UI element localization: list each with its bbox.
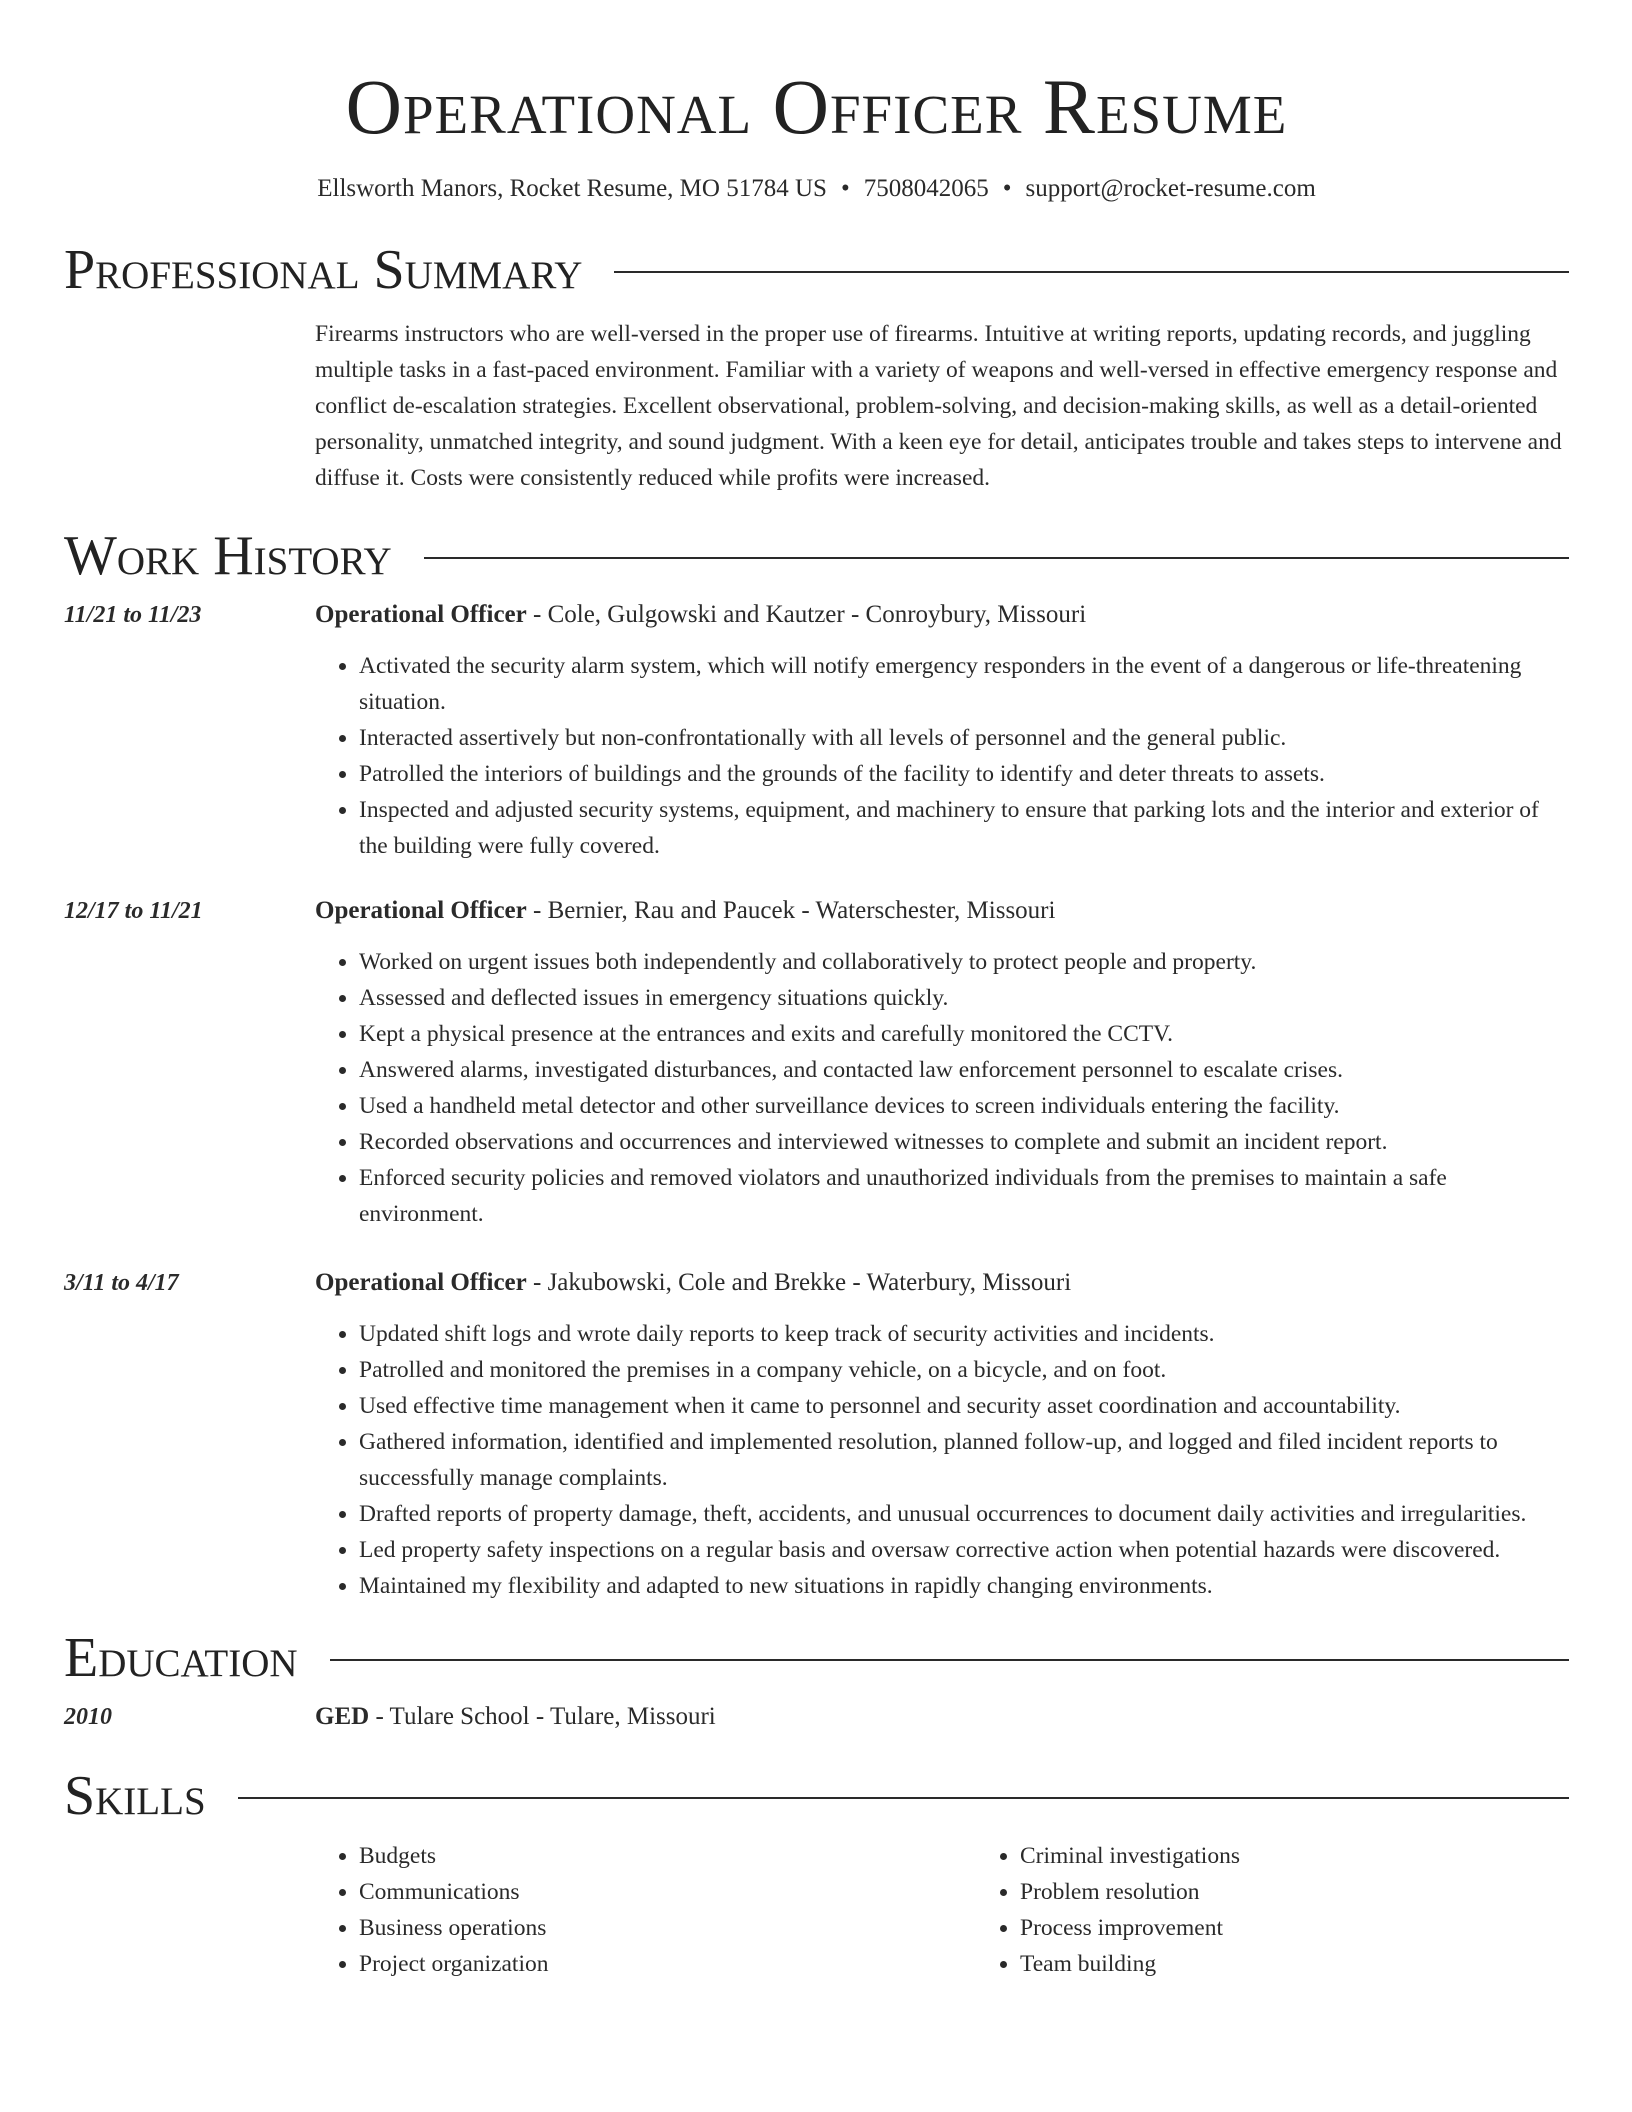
education-degree: GED (315, 1703, 370, 1730)
job-dates: 11/21 to 11/23 (64, 602, 202, 628)
job-content (315, 896, 1569, 1232)
contact-email: support@rocket-resume.com (1025, 175, 1316, 202)
skills-row (64, 1838, 1569, 1982)
education-details: - Tulare School - Tulare, Missouri (369, 1703, 716, 1730)
job-bullet: • Inspected and adjusted security systems, equipment, and machinery to ensure that parking lots and the interior and exterior of the building were fully covered. (359, 792, 1569, 864)
job-content (315, 1268, 1569, 1604)
resume-title: Operational Officer Resume (345, 63, 1288, 150)
skill-item: • Problem resolution (1020, 1874, 1632, 1910)
job-bullet: • Updated shift logs and wrote daily reports to keep track of security activities and incidents. (359, 1316, 1569, 1352)
section-title-skills: Skills (64, 1765, 206, 1827)
section-title-work-history: Work History (64, 525, 392, 587)
skill-item: • Criminal investigations (1020, 1838, 1632, 1874)
job-content (315, 600, 1569, 864)
job-heading (315, 600, 1569, 630)
job-dates: 3/11 to 4/17 (64, 1270, 179, 1296)
section-header-education (64, 1626, 1569, 1690)
summary-text: Firearms instructors who are well-versed in the proper use of firearms. Intuitive at writing reports, updating records, and juggling multiple tasks in a fast-paced environment. Familiar with a variety of weapons and well-versed in effective emergency response and conflict de-escalation strategies. Excellent observational, problem-solving, and decision-making skills, as well as a detail-oriented personality, unmatched integrity, and sound judgment. With a keen eye for detail, anticipates trouble and takes steps to intervene and diffuse it. Costs were consistently reduced while profits were increased. (315, 321, 1562, 491)
job-bullets (315, 1316, 1569, 1604)
skills-columns (315, 1838, 1569, 1982)
summary-row (64, 316, 1569, 496)
job-bullets (315, 648, 1569, 864)
job-bullet: • Worked on urgent issues both independently and collaboratively to protect people and property. (359, 944, 1569, 980)
job-bullet: • Patrolled the interiors of buildings and the grounds of the facility to identify and deter threats to assets. (359, 756, 1569, 792)
skills-spacer (64, 1838, 315, 1982)
section-header-skills (64, 1764, 1569, 1828)
job-entry (64, 1268, 1569, 1604)
summary-spacer (64, 316, 315, 496)
resume-page (64, 0, 1569, 1982)
job-entry (64, 896, 1569, 1232)
contact-separator: • (840, 175, 850, 202)
job-bullet: • Maintained my flexibility and adapted to new situations in rapidly changing environments. (359, 1568, 1569, 1604)
section-divider (614, 271, 1569, 273)
job-bullets (315, 944, 1569, 1232)
job-bullet: • Gathered information, identified and implemented resolution, planned follow-up, and logged and filed incident reports to successfully manage complaints. (359, 1424, 1569, 1496)
job-title: Operational Officer (315, 897, 527, 924)
contact-separator: • (1002, 175, 1012, 202)
job-bullet: • Activated the security alarm system, which will notify emergency responders in the event of a dangerous or life-threatening situation. (359, 648, 1569, 720)
job-bullet: • Kept a physical presence at the entrances and exits and carefully monitored the CCTV. (359, 1016, 1569, 1052)
skill-item: • Process improvement (1020, 1910, 1632, 1946)
job-heading (315, 1268, 1569, 1298)
section-divider (238, 1797, 1569, 1799)
skills-list-right (976, 1838, 1632, 1982)
job-bullet: • Used a handheld metal detector and other surveillance devices to screen individuals entering the facility. (359, 1088, 1569, 1124)
section-divider (424, 557, 1569, 559)
contact-address: Ellsworth Manors, Rocket Resume, MO 51784 US (317, 175, 827, 202)
job-bullet: • Answered alarms, investigated disturbances, and contacted law enforcement personnel to escalate crises. (359, 1052, 1569, 1088)
job-bullet: • Assessed and deflected issues in emergency situations quickly. (359, 980, 1569, 1016)
section-title-education: Education (64, 1627, 298, 1689)
job-bullet: • Patrolled and monitored the premises in a company vehicle, on a bicycle, and on foot. (359, 1352, 1569, 1388)
job-bullet: • Recorded observations and occurrences and interviewed witnesses to complete and submit an incident report. (359, 1124, 1569, 1160)
skill-item: • Team building (1020, 1946, 1632, 1982)
contact-line (64, 174, 1569, 204)
job-bullet: • Used effective time management when it came to personnel and security asset coordination and accountability. (359, 1388, 1569, 1424)
job-bullet: • Enforced security policies and removed violators and unauthorized individuals from the premises to maintain a safe environment. (359, 1160, 1569, 1232)
section-divider (330, 1659, 1569, 1661)
education-year: 2010 (64, 1704, 112, 1730)
job-title: Operational Officer (315, 1269, 527, 1296)
job-details: - Cole, Gulgowski and Kautzer - Conroybury, Missouri (526, 601, 1087, 628)
section-header-work-history (64, 524, 1569, 588)
education-content (315, 1702, 1569, 1732)
skill-item: • Project organization (359, 1946, 976, 1982)
skill-item: • Budgets (359, 1838, 976, 1874)
job-bullet: • Drafted reports of property damage, theft, accidents, and unusual occurrences to document daily activities and irregularities. (359, 1496, 1569, 1532)
skills-list-left (315, 1838, 976, 1982)
skill-item: • Communications (359, 1874, 976, 1910)
job-details: - Bernier, Rau and Paucek - Waterschester, Missouri (526, 897, 1056, 924)
job-bullet: • Interacted assertively but non-confrontationally with all levels of personnel and the general public. (359, 720, 1569, 756)
section-title-summary: Professional Summary (64, 239, 583, 301)
section-header-summary (64, 238, 1569, 302)
job-heading (315, 896, 1569, 926)
education-entry (64, 1702, 1569, 1732)
job-entry (64, 600, 1569, 864)
contact-phone: 7508042065 (863, 175, 989, 202)
job-title: Operational Officer (315, 601, 527, 628)
job-dates: 12/17 to 11/21 (64, 898, 203, 924)
job-bullet: • Led property safety inspections on a regular basis and oversaw corrective action when potential hazards were discovered. (359, 1532, 1569, 1568)
skill-item: • Business operations (359, 1910, 976, 1946)
job-details: - Jakubowski, Cole and Brekke - Waterbury, Missouri (526, 1269, 1072, 1296)
